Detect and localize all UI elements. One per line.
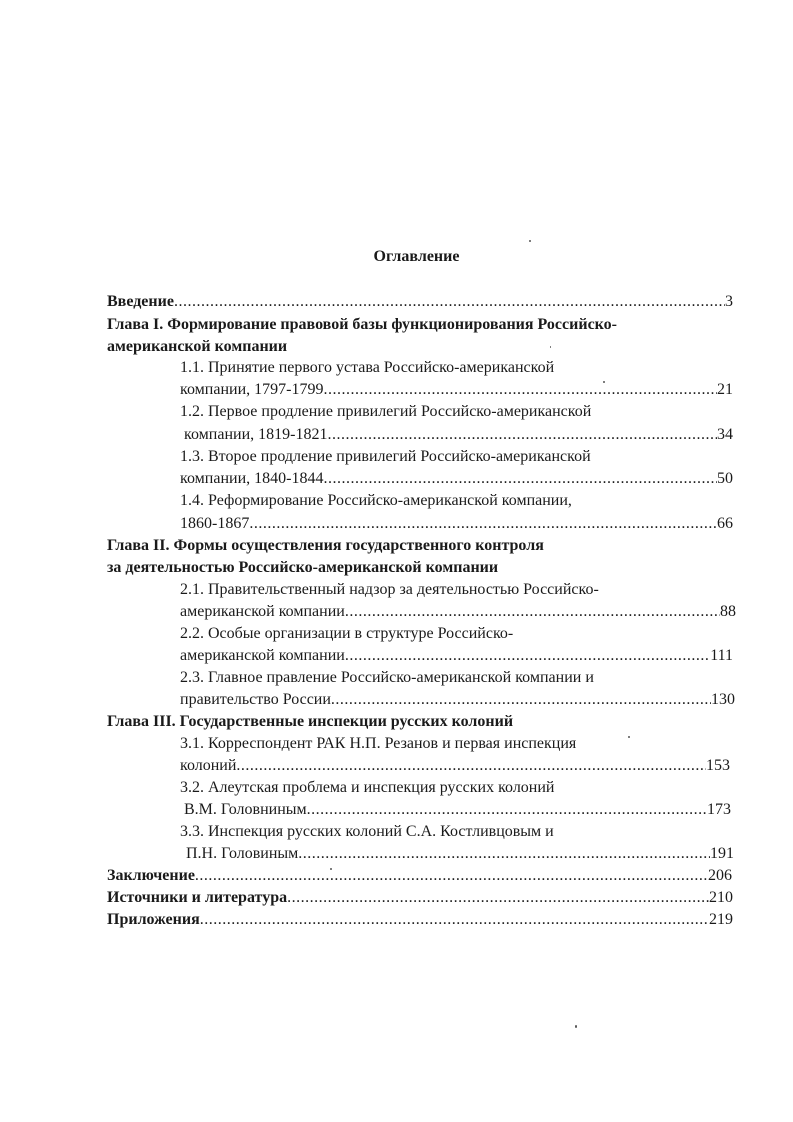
toc-section-1-3-cont <box>180 468 733 490</box>
leader-dots <box>200 909 709 931</box>
scan-speck <box>550 346 551 348</box>
toc-section-3-2-cont <box>184 799 731 821</box>
toc-entry-conclusion[interactable] <box>107 865 732 887</box>
toc-page-number: 173 <box>707 801 731 818</box>
toc-section-1-1[interactable] <box>180 357 740 379</box>
toc-chapter-label: Глава II. Формы осуществления государственного контроля <box>107 537 544 554</box>
toc-section-label-cont: американской компании <box>180 603 345 620</box>
toc-section-label: 1.3. Второе продление привилегий Российско-американской <box>180 448 591 465</box>
toc-entry-label: Введение <box>107 293 174 310</box>
leader-dots <box>323 379 717 401</box>
toc-section-label: 1.1. Принятие первого устава Российско-американской <box>180 359 555 376</box>
toc-entry-sources[interactable] <box>107 887 733 909</box>
toc-section-label-cont: 1860-1867 <box>180 515 250 532</box>
toc-section-2-2-cont <box>180 645 733 667</box>
toc-section-label: 1.4. Реформирование Российско-американской компании, <box>180 492 572 509</box>
toc-section-label-cont: компании, 1840-1844 <box>180 470 324 487</box>
leader-dots <box>307 799 707 821</box>
leader-dots <box>345 601 720 623</box>
toc-section-1-2-cont <box>184 424 733 446</box>
toc-section-3-1-cont <box>180 755 730 777</box>
toc-page-number: 66 <box>717 515 733 532</box>
toc-page-number: 153 <box>706 757 730 774</box>
leader-dots <box>331 689 711 711</box>
toc-page-number: 21 <box>717 381 733 398</box>
toc-section-label: 2.2. Особые организации в структуре Российско- <box>180 625 514 642</box>
toc-section-label: 3.3. Инспекция русских колоний С.А. Костливцовым и <box>180 823 554 840</box>
toc-section-2-1[interactable] <box>180 579 740 601</box>
leader-dots <box>236 755 706 777</box>
toc-page-number: 219 <box>709 911 733 928</box>
leader-dots <box>287 887 709 909</box>
toc-chapter-2[interactable] <box>107 535 747 557</box>
toc-section-label-cont: американской компании <box>180 647 345 664</box>
leader-dots <box>327 424 717 446</box>
toc-section-3-2[interactable] <box>180 777 740 799</box>
toc-chapter-label: Глава I. Формирование правовой базы функционирования Российско- <box>107 316 618 333</box>
toc-section-label-cont: компании, 1819-1821 <box>184 426 328 443</box>
toc-section-1-1-cont <box>180 379 733 401</box>
toc-section-label: 3.2. Алеутская проблема и инспекция русских колоний <box>180 779 555 796</box>
toc-section-label-cont: колоний <box>180 757 237 774</box>
toc-page-number: 210 <box>709 889 733 906</box>
page-title: Оглавление <box>373 248 460 265</box>
scan-speck <box>330 868 332 870</box>
leader-dots <box>249 513 717 535</box>
toc-section-1-2[interactable] <box>180 401 740 423</box>
leader-dots <box>174 291 725 313</box>
toc-section-label-cont: компании, 1797-1799 <box>180 381 324 398</box>
toc-section-1-4[interactable] <box>180 490 740 512</box>
scan-speck <box>529 240 531 242</box>
toc-entry-label: Заключение <box>107 867 195 884</box>
scan-speck <box>628 736 630 738</box>
toc-chapter-1[interactable] <box>107 314 747 336</box>
toc-chapter-label: Глава III. Государственные инспекции русских колоний <box>107 713 514 730</box>
scan-speck <box>575 1025 577 1028</box>
toc-chapter-1-cont <box>107 336 707 358</box>
toc-section-2-3-cont <box>180 689 735 711</box>
toc-section-2-1-cont <box>180 601 736 623</box>
toc-page-number: 34 <box>717 426 733 443</box>
toc-section-label: 2.3. Главное правление Российско-американской компании и <box>180 669 594 686</box>
toc-entry-intro[interactable] <box>107 291 733 313</box>
toc-section-label-cont: П.Н. Головиным <box>186 845 299 862</box>
toc-section-2-3[interactable] <box>180 667 740 689</box>
toc-entry-label: Приложения <box>107 911 200 928</box>
toc-entry-label: Источники и литература <box>107 889 288 906</box>
toc-page-number: 130 <box>711 691 735 708</box>
toc-section-3-1[interactable] <box>180 733 740 755</box>
toc-section-label-cont: правительство России <box>180 691 331 708</box>
toc-page-number: 3 <box>725 293 733 310</box>
toc-section-1-3[interactable] <box>180 446 740 468</box>
toc-page-number: 191 <box>710 845 734 862</box>
toc-chapter-label-cont: американской компании <box>107 338 288 355</box>
toc-section-2-2[interactable] <box>180 623 740 645</box>
leader-dots <box>195 865 708 887</box>
leader-dots <box>323 468 717 490</box>
toc-section-label: 2.1. Правительственный надзор за деятельностью Российско- <box>180 581 599 598</box>
toc-section-3-3[interactable] <box>180 821 740 843</box>
toc-section-3-3-cont <box>186 843 734 865</box>
toc-section-label: 3.1. Корреспондент РАК Н.П. Резанов и первая инспекция <box>180 735 577 752</box>
toc-chapter-label-cont: за деятельностью Российско-американской компании <box>107 559 499 576</box>
toc-entry-appendix[interactable] <box>107 909 733 931</box>
scan-speck <box>603 381 605 383</box>
toc-chapter-3[interactable] <box>107 711 747 733</box>
toc-chapter-2-cont <box>107 557 727 579</box>
toc-section-label-cont: В.М. Головниным <box>184 801 307 818</box>
leader-dots <box>345 645 710 667</box>
toc-section-1-4-cont <box>180 513 733 535</box>
leader-dots <box>298 843 710 865</box>
toc-section-label: 1.2. Первое продление привилегий Российско-американской <box>180 403 592 420</box>
toc-page-number: 111 <box>710 647 733 664</box>
toc-page-number: 88 <box>720 603 736 620</box>
toc-page-number: 206 <box>708 867 732 884</box>
toc-page-number: 50 <box>717 470 733 487</box>
